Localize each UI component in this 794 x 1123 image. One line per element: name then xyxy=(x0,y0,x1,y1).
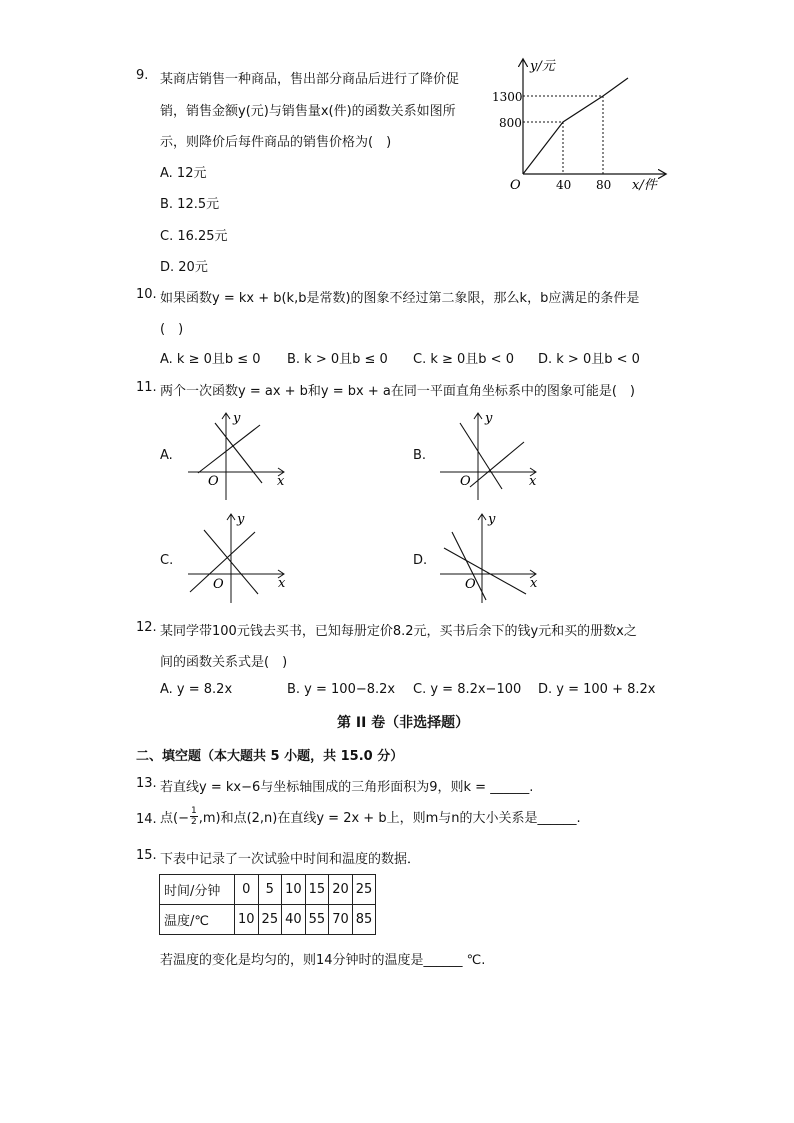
q9-graph xyxy=(480,52,670,202)
svg-text:O: O xyxy=(213,577,224,592)
q14-number: 14. xyxy=(136,812,157,827)
q11-number: 11. xyxy=(136,380,157,395)
svg-text:y: y xyxy=(485,411,493,426)
q12-option-d: D. y = 100 + 8.2x xyxy=(538,682,656,697)
table-cell: 20 xyxy=(329,875,353,905)
q12-number: 12. xyxy=(136,620,157,635)
q9-text-line1: 某商店销售一种商品，售出部分商品后进行了降价促 xyxy=(160,72,460,87)
line-1 xyxy=(198,425,260,473)
sales-line xyxy=(523,78,628,174)
part2-title: 第 II 卷（非选择题） xyxy=(337,715,470,731)
table-cell: 0 xyxy=(235,875,259,905)
q9-option-b: B. 12.5元 xyxy=(160,197,220,212)
table-row xyxy=(160,875,376,905)
q15-question: 若温度的变化是均匀的，则14分钟时的温度是______ ℃. xyxy=(160,953,486,968)
q14-text: 点(− $\frac{1}{2}$ ,m)和点(2,n)在直线y = 2x + b上，则m与n的大小关系是______. xyxy=(160,806,581,827)
table-cell: 40 xyxy=(282,905,306,935)
q12-option-a: A. y = 8.2x xyxy=(160,682,233,697)
svg-text:O: O xyxy=(465,577,476,592)
table-cell: 25 xyxy=(352,875,376,905)
table-cell: 10 xyxy=(235,905,259,935)
q10-number: 10. xyxy=(136,287,157,302)
fraction-one-half: $\frac{1}{2}$ xyxy=(190,806,197,827)
q15-text: 下表中记录了一次试验中时间和温度的数据． xyxy=(160,852,421,867)
svg-text:y: y xyxy=(237,512,245,527)
svg-text:y: y xyxy=(233,411,241,426)
y-axis-label: y/元 xyxy=(530,59,555,74)
line-2 xyxy=(215,423,262,483)
line-2 xyxy=(444,548,526,594)
table-cell: 5 xyxy=(258,875,282,905)
y-tick-800: 800 xyxy=(499,116,522,130)
q12-option-b: B. y = 100−8.2x xyxy=(287,682,396,697)
table-cell: 55 xyxy=(305,905,329,935)
table-row xyxy=(160,905,376,935)
q10-option-d: D. k > 0且b < 0 xyxy=(538,352,640,367)
row-header-time: 时间/分钟 xyxy=(160,875,235,905)
origin-label: O xyxy=(510,178,521,193)
q11-option-d-label: D. xyxy=(413,553,428,568)
q15-number: 15. xyxy=(136,848,157,863)
q12-option-c: C. y = 8.2x−100 xyxy=(413,682,522,697)
q10-option-c: C. k ≥ 0且b < 0 xyxy=(413,352,514,367)
q10-text-line2: ( ) xyxy=(160,322,184,337)
q11-option-c-label: C. xyxy=(160,553,174,568)
table-cell: 25 xyxy=(258,905,282,935)
q10-text-line1: 如果函数y = kx + b(k,b是常数)的图象不经过第二象限，那么k，b应满足的条件是 xyxy=(160,291,640,306)
q12-text-line2: 间的函数关系式是( ) xyxy=(160,655,288,670)
q11-text: 两个一次函数y = ax + b和y = bx + a在同一平面直角坐标系中的图象可能是( ) xyxy=(160,384,635,399)
y-tick-1300: 1300 xyxy=(492,90,523,104)
q11-graph-a xyxy=(180,405,290,505)
table-cell: 70 xyxy=(329,905,353,935)
q9-number: 9. xyxy=(136,68,149,83)
table-cell: 10 xyxy=(282,875,306,905)
q11-option-b-label: B. xyxy=(413,448,427,463)
q12-text-line1: 某同学带100元钱去买书，已知每册定价8.2元，买书后余下的钱y元和买的册数x之 xyxy=(160,624,637,639)
q10-option-a: A. k ≥ 0且b ≤ 0 xyxy=(160,352,261,367)
section-fill-in: 二、填空题（本大题共 5 小题，共 15.0 分） xyxy=(136,749,404,764)
q9-option-a: A. 12元 xyxy=(160,166,207,181)
q13-number: 13. xyxy=(136,776,157,791)
q9-option-d: D. 20元 xyxy=(160,260,208,275)
svg-text:x: x xyxy=(529,474,537,489)
q11-graph-d xyxy=(432,508,542,608)
svg-text:O: O xyxy=(460,474,471,489)
q11-graph-b xyxy=(432,405,542,505)
q11-graph-c xyxy=(180,508,290,608)
svg-text:x: x xyxy=(277,474,285,489)
row-header-temperature: 温度/℃ xyxy=(160,905,235,935)
q9-text-line2: 销，销售金额y(元)与销售量x(件)的函数关系如图所 xyxy=(160,104,456,119)
svg-text:x: x xyxy=(278,576,286,591)
q9-text-line3: 示，则降价后每件商品的销售价格为( ) xyxy=(160,135,392,150)
svg-text:y: y xyxy=(488,512,496,527)
table-cell: 85 xyxy=(352,905,376,935)
time-temperature-table xyxy=(159,874,376,935)
svg-text:x: x xyxy=(530,576,538,591)
x-axis-label: x/件 xyxy=(632,178,657,193)
q11-option-a-label: A. xyxy=(160,448,173,463)
x-tick-80: 80 xyxy=(596,178,612,192)
q9-option-c: C. 16.25元 xyxy=(160,229,228,244)
table-cell: 15 xyxy=(305,875,329,905)
q13-text: 若直线y = kx−6与坐标轴围成的三角形面积为9，则k = ______. xyxy=(160,780,534,795)
svg-text:O: O xyxy=(208,474,219,489)
q10-option-b: B. k > 0且b ≤ 0 xyxy=(287,352,388,367)
x-tick-40: 40 xyxy=(556,178,572,192)
